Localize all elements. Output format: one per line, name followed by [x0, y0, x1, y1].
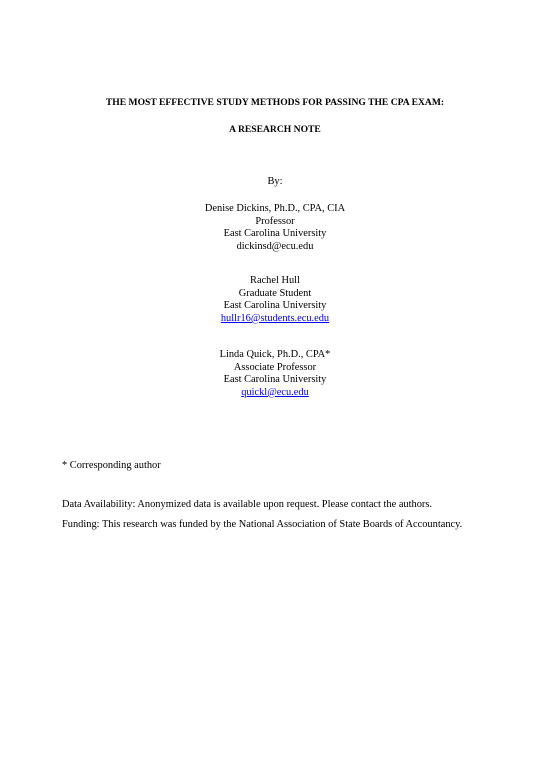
author-block-quick [0, 349, 550, 399]
author-email-link[interactable]: quickl@ecu.edu [241, 386, 309, 398]
corresponding-author-note: * Corresponding author [62, 460, 161, 471]
author-affiliation: East Carolina University [223, 300, 327, 312]
author-name: Linda Quick, Ph.D., CPA* [219, 349, 331, 360]
author-name: Rachel Hull [250, 275, 300, 286]
paper-title-line-2: A RESEARCH NOTE [229, 124, 321, 135]
author-affiliation: East Carolina University [223, 374, 327, 386]
author-block-hull [0, 275, 550, 325]
author-block-dickins [0, 203, 550, 253]
data-availability-statement: Data Availability: Anonymized data is available upon request. Please contact the authors. [62, 499, 433, 510]
author-email-link[interactable]: hullr16@students.ecu.edu [220, 312, 330, 324]
paper-title-line-1: THE MOST EFFECTIVE STUDY METHODS FOR PASSING THE CPA EXAM: [105, 97, 445, 108]
author-email: dickinsd@ecu.edu [236, 240, 314, 252]
author-affiliation: East Carolina University [223, 228, 327, 240]
author-title: Graduate Student [238, 287, 312, 299]
by-label: By: [267, 176, 283, 187]
author-name: Denise Dickins, Ph.D., CPA, CIA [204, 203, 346, 214]
funding-statement: Funding: This research was funded by the National Association of State Boards of Accountancy. [62, 519, 463, 530]
author-title: Associate Professor [233, 361, 317, 373]
author-title: Professor [255, 215, 295, 227]
